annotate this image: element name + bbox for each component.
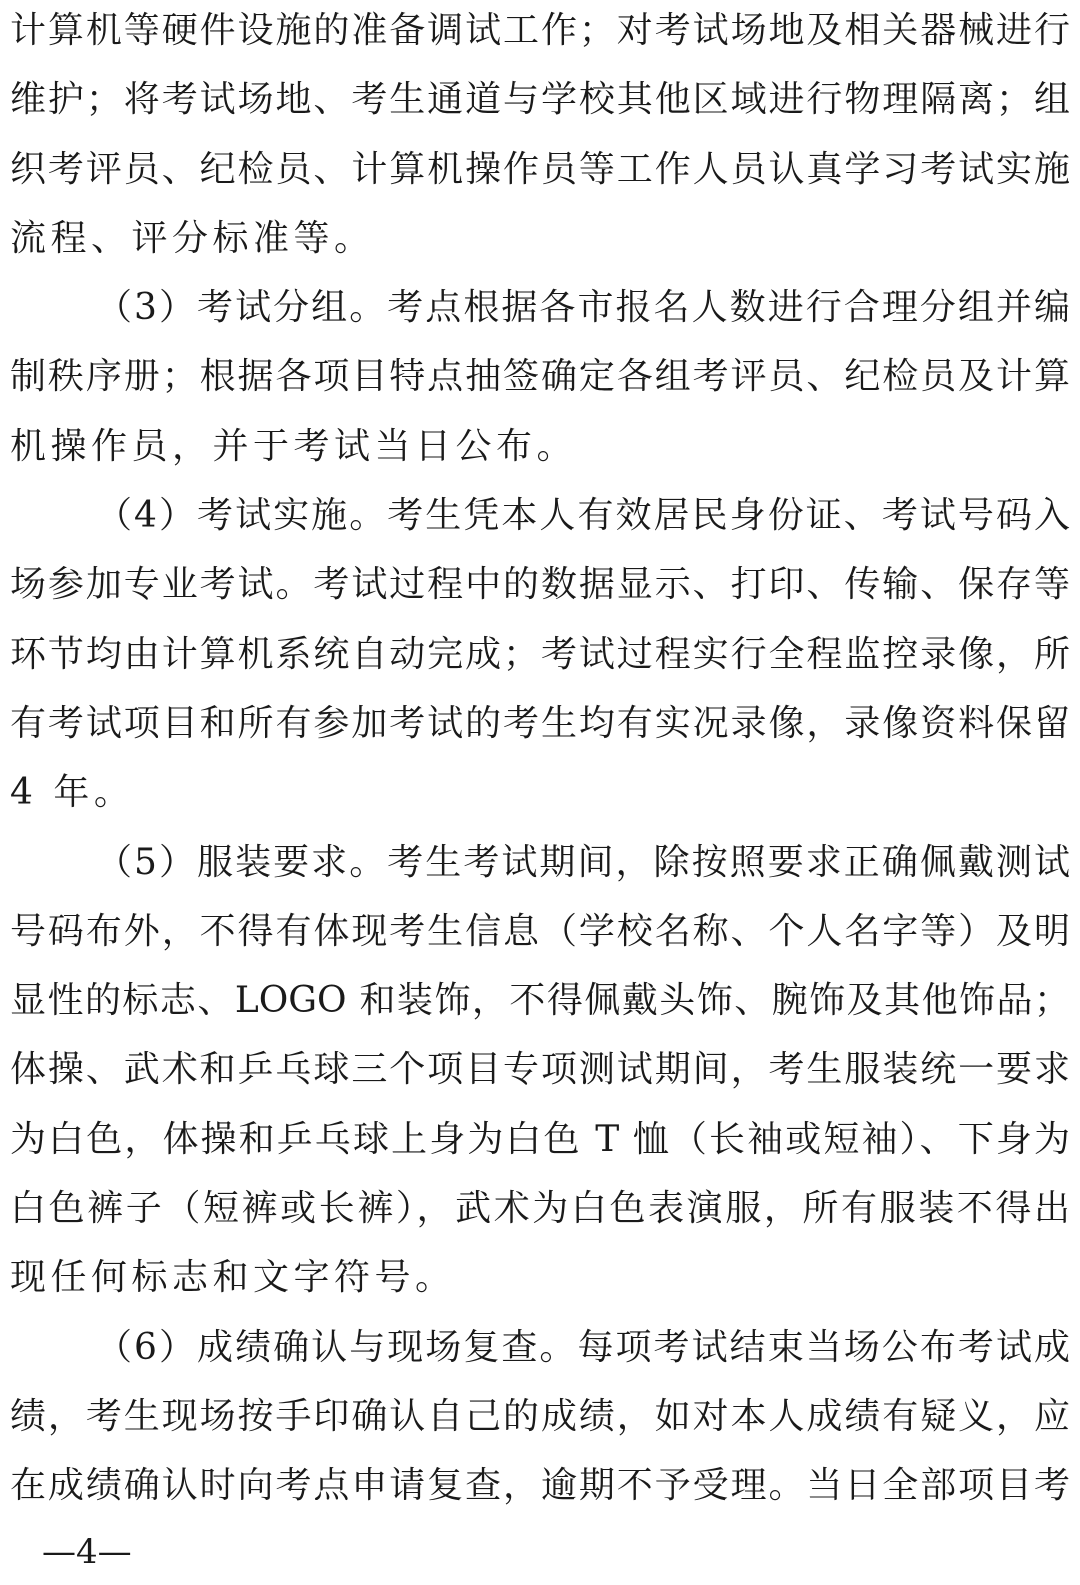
text-line: 制秩序册；根据各项目特点抽签确定各组考评员、纪检员及计算: [10, 356, 1070, 398]
text-line: 绩，考生现场按手印确认自己的成绩，如对本人成绩有疑义，应: [10, 1395, 1070, 1437]
text-line: 环节均由计算机系统自动完成；考试过程实行全程监控录像，所: [10, 633, 1070, 675]
text-line: 织考评员、纪检员、计算机操作员等工作人员认真学习考试实施: [10, 148, 1070, 190]
text-line: 维护；将考试场地、考生通道与学校其他区域进行物理隔离；组: [10, 79, 1070, 121]
text-line: 机操作员，并于考试当日公布。: [10, 425, 578, 467]
paragraph-exam-grouping: [10, 273, 1070, 481]
text-line: 现任何标志和文字符号。: [10, 1257, 456, 1299]
text-line: 4 年。: [10, 772, 135, 814]
text-line: 场参加专业考试。考试过程中的数据显示、打印、传输、保存等: [10, 564, 1070, 606]
text-line: （5）服装要求。考生考试期间，除按照要求正确佩戴测试: [96, 841, 1070, 883]
text-line: （6）成绩确认与现场复查。每项考试结束当场公布考试成: [96, 1326, 1070, 1368]
text-line: （4）考试实施。考生凭本人有效居民身份证、考试号码入: [96, 495, 1070, 537]
text-line: （3）考试分组。考点根据各市报名人数进行合理分组并编: [96, 287, 1070, 329]
paragraph-preparation-continued: [10, 0, 1070, 273]
document-page: [10, 0, 1070, 1521]
text-line: 号码布外，不得有体现考生信息（学校名称、个人名字等）及明: [10, 910, 1070, 952]
text-line: 有考试项目和所有参加考试的考生均有实况录像，录像资料保留: [10, 702, 1070, 744]
text-line: 为白色，体操和乒乓球上身为白色 T 恤（长袖或短袖）、下身为: [10, 1118, 1070, 1160]
text-line: 白色裤子（短裤或长裤），武术为白色表演服，所有服装不得出: [10, 1188, 1070, 1230]
text-line: 体操、武术和乒乓球三个项目专项测试期间，考生服装统一要求: [10, 1049, 1070, 1091]
text-line: 显性的标志、LOGO 和装饰，不得佩戴头饰、腕饰及其他饰品；: [10, 980, 1070, 1022]
text-line: 在成绩确认时向考点申请复查，逾期不予受理。当日全部项目考: [10, 1465, 1070, 1507]
paragraph-clothing-requirements: [10, 828, 1070, 1313]
text-line: 计算机等硬件设施的准备调试工作；对考试场地及相关器械进行: [10, 10, 1070, 51]
paragraph-exam-implementation: [10, 481, 1070, 827]
page-number: —4—: [42, 1532, 132, 1572]
text-line: 流程、评分标准等。: [10, 217, 375, 259]
paragraph-score-confirmation: [10, 1313, 1070, 1521]
